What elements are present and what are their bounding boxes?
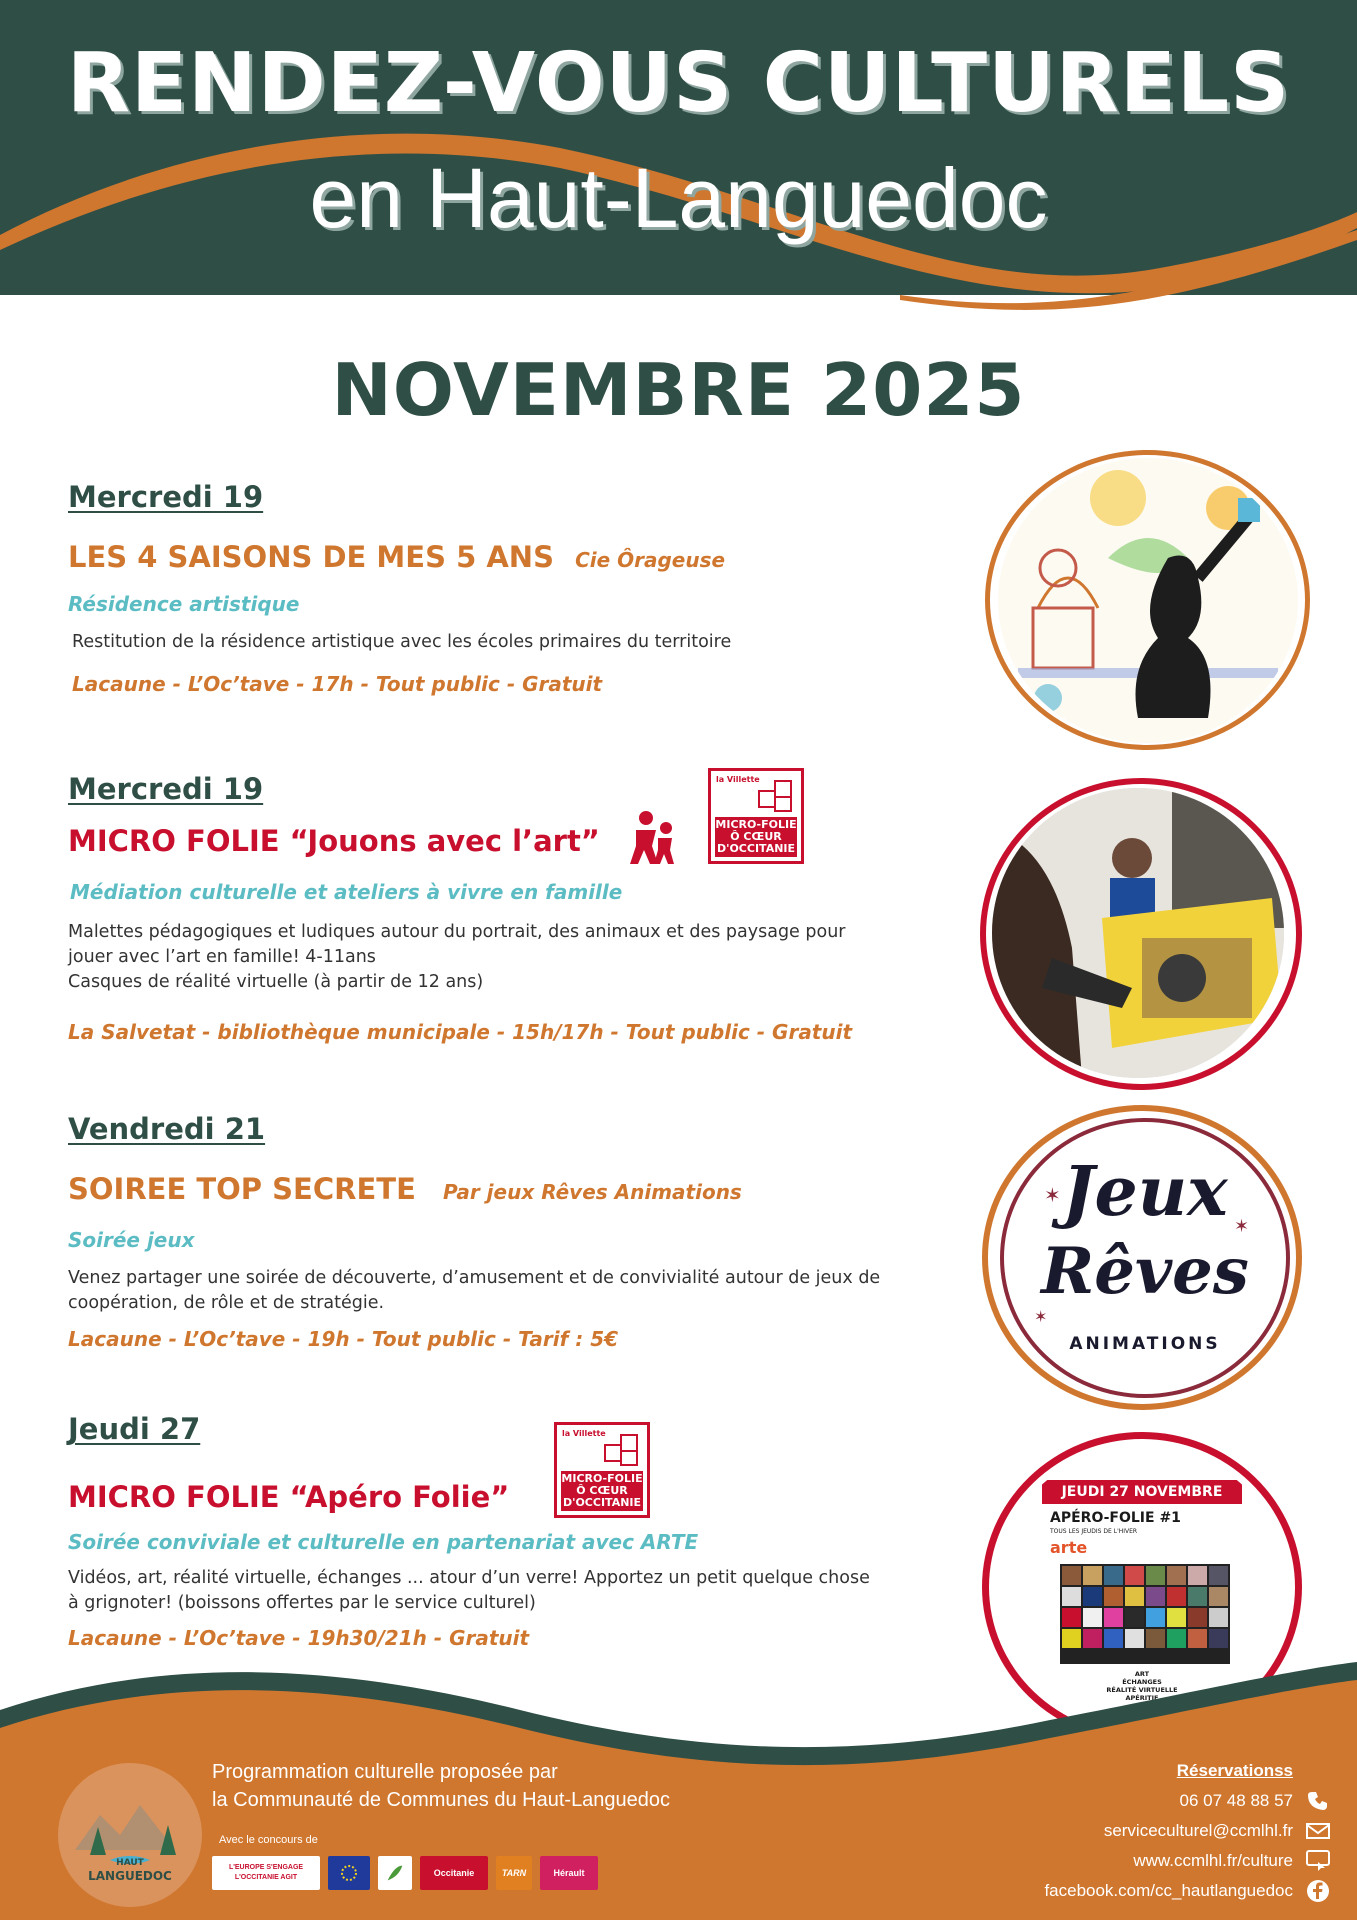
facebook-link[interactable]: facebook.com/cc_hautlanguedoc: [1044, 1881, 1293, 1900]
illustration-children-drawing: [998, 458, 1298, 743]
poster-footer: ART ÉCHANGES RÉALITÉ VIRTUELLE APÉRITIF: [1106, 1670, 1178, 1702]
micro-folie-logo: la Villette MICRO-FOLIE Ô CŒUR D'OCCITANIE: [554, 1422, 650, 1518]
event-info: Lacaune - L’Oc’tave - 19h - Tout public - Tarif : 5€: [68, 1327, 619, 1351]
event-2: [68, 772, 968, 1052]
concours-label: Avec le concours de: [219, 1834, 318, 1846]
event-title: LES 4 SAISONS DE MES 5 ANS: [68, 540, 554, 574]
phone-icon: [1305, 1789, 1331, 1813]
svg-text:✶: ✶: [1234, 1216, 1250, 1237]
header-banner: [0, 0, 1357, 320]
event-date: Jeudi 27: [68, 1412, 201, 1446]
event-description: Restitution de la résidence artistique avec les écoles primaires du territoire: [72, 632, 732, 652]
partner-eu-flag: [328, 1856, 370, 1890]
event-type: Médiation culturelle et ateliers à vivre en famille: [70, 880, 623, 904]
event-date: Mercredi 19: [68, 480, 264, 514]
facebook-icon: [1305, 1879, 1331, 1903]
web-icon: [1305, 1849, 1331, 1873]
footer: [0, 1650, 1357, 1920]
contact-block: [931, 1756, 1331, 1906]
email-icon: [1305, 1819, 1331, 1843]
event-4: [68, 1412, 968, 1662]
event-date: Vendredi 21: [68, 1112, 266, 1146]
partner-logos: [212, 1856, 598, 1892]
artwork-grid: [1060, 1564, 1230, 1664]
event-company: Par jeux Rêves Animations: [442, 1180, 742, 1204]
partner-herault: Hérault: [540, 1856, 598, 1890]
micro-folie-logo: la Villette MICRO-FOLIE Ô CŒUR D'OCCITANIE: [708, 768, 804, 864]
website-link[interactable]: www.ccmlhl.fr/culture: [1133, 1851, 1293, 1870]
event-type: Soirée conviviale et culturelle en partenariat avec ARTE: [68, 1530, 699, 1554]
event-description: Malettes pédagogiques et ludiques autour du portrait, des animaux et des paysage pour jouer avec l’art en famille! 4-11ans Casques de réalité virtuelle (à partir de 12 ans): [68, 922, 846, 992]
email-link[interactable]: serviceculturel@ccmlhl.fr: [1103, 1821, 1293, 1840]
apero-folie-poster: JEUDI 27 NOVEMBRE APÉRO-FOLIE #1 TOUS LES JEUDIS DE L'HIVER arte ART ÉCHANGES RÉALITÉ VIRTUELLE APÉRITIF: [996, 1446, 1288, 1730]
partner-europe-occitanie: L'EUROPE S'ENGAGE L'OCCITANIE AGIT: [212, 1856, 320, 1890]
photo-workshop: [992, 788, 1284, 1078]
haut-languedoc-logo: HAUT LANGUEDOC: [55, 1760, 205, 1910]
family-icon: [628, 810, 680, 866]
event-date: Mercredi 19: [68, 772, 264, 806]
partner-occitanie: Occitanie: [420, 1856, 488, 1890]
event-type: Résidence artistique: [68, 592, 300, 616]
event-title: SOIREE TOP SECRETE: [68, 1172, 416, 1206]
event-3: [68, 1112, 968, 1362]
event-1: [68, 480, 968, 710]
partner-tarn: TARN: [496, 1856, 532, 1890]
partner-leader-logo: [378, 1856, 412, 1890]
reservations-heading: Réservationss: [1176, 1761, 1293, 1780]
event-info: La Salvetat - bibliothèque municipale - 15h/17h - Tout public - Gratuit: [68, 1020, 853, 1044]
event-title: MICRO FOLIE “Apéro Folie”: [68, 1480, 510, 1514]
page-subtitle: en Haut-Languedoc: [309, 151, 1048, 245]
month-heading: NOVEMBRE 2025: [331, 348, 1026, 432]
jeux-reves-logo: Jeux Rêves ANIMATIONS ✶ ✶ ✶: [1000, 1118, 1290, 1398]
event-description: Venez partager une soirée de découverte, d’amusement et de convivialité autour de jeux de coopération, de rôle et de stratégie.: [68, 1268, 881, 1313]
event-type: Soirée jeux: [68, 1228, 195, 1252]
phone-number[interactable]: 06 07 48 88 57: [1179, 1791, 1293, 1810]
program-text: Programmation culturelle proposée par la Communauté de Communes du Haut-Languedoc: [212, 1761, 671, 1811]
svg-text:✶: ✶: [1034, 1307, 1048, 1326]
event-company: Cie Ôrageuse: [575, 548, 726, 572]
event-title: MICRO FOLIE “Jouons avec l’art”: [68, 824, 600, 858]
event-description: Vidéos, art, réalité virtuelle, échanges ... atour d’un verre! Apportez un petit quelque chose à grignoter! (boissons offertes par le service culturel): [68, 1568, 870, 1613]
event-info: Lacaune - L’Oc’tave - 19h30/21h - Gratuit: [68, 1626, 530, 1650]
svg-text:✶: ✶: [1044, 1183, 1061, 1207]
event-info: Lacaune - L’Oc’tave - 17h - Tout public - Gratuit: [72, 672, 603, 696]
page-title: RENDEZ-VOUS CULTURELS: [66, 36, 1291, 131]
